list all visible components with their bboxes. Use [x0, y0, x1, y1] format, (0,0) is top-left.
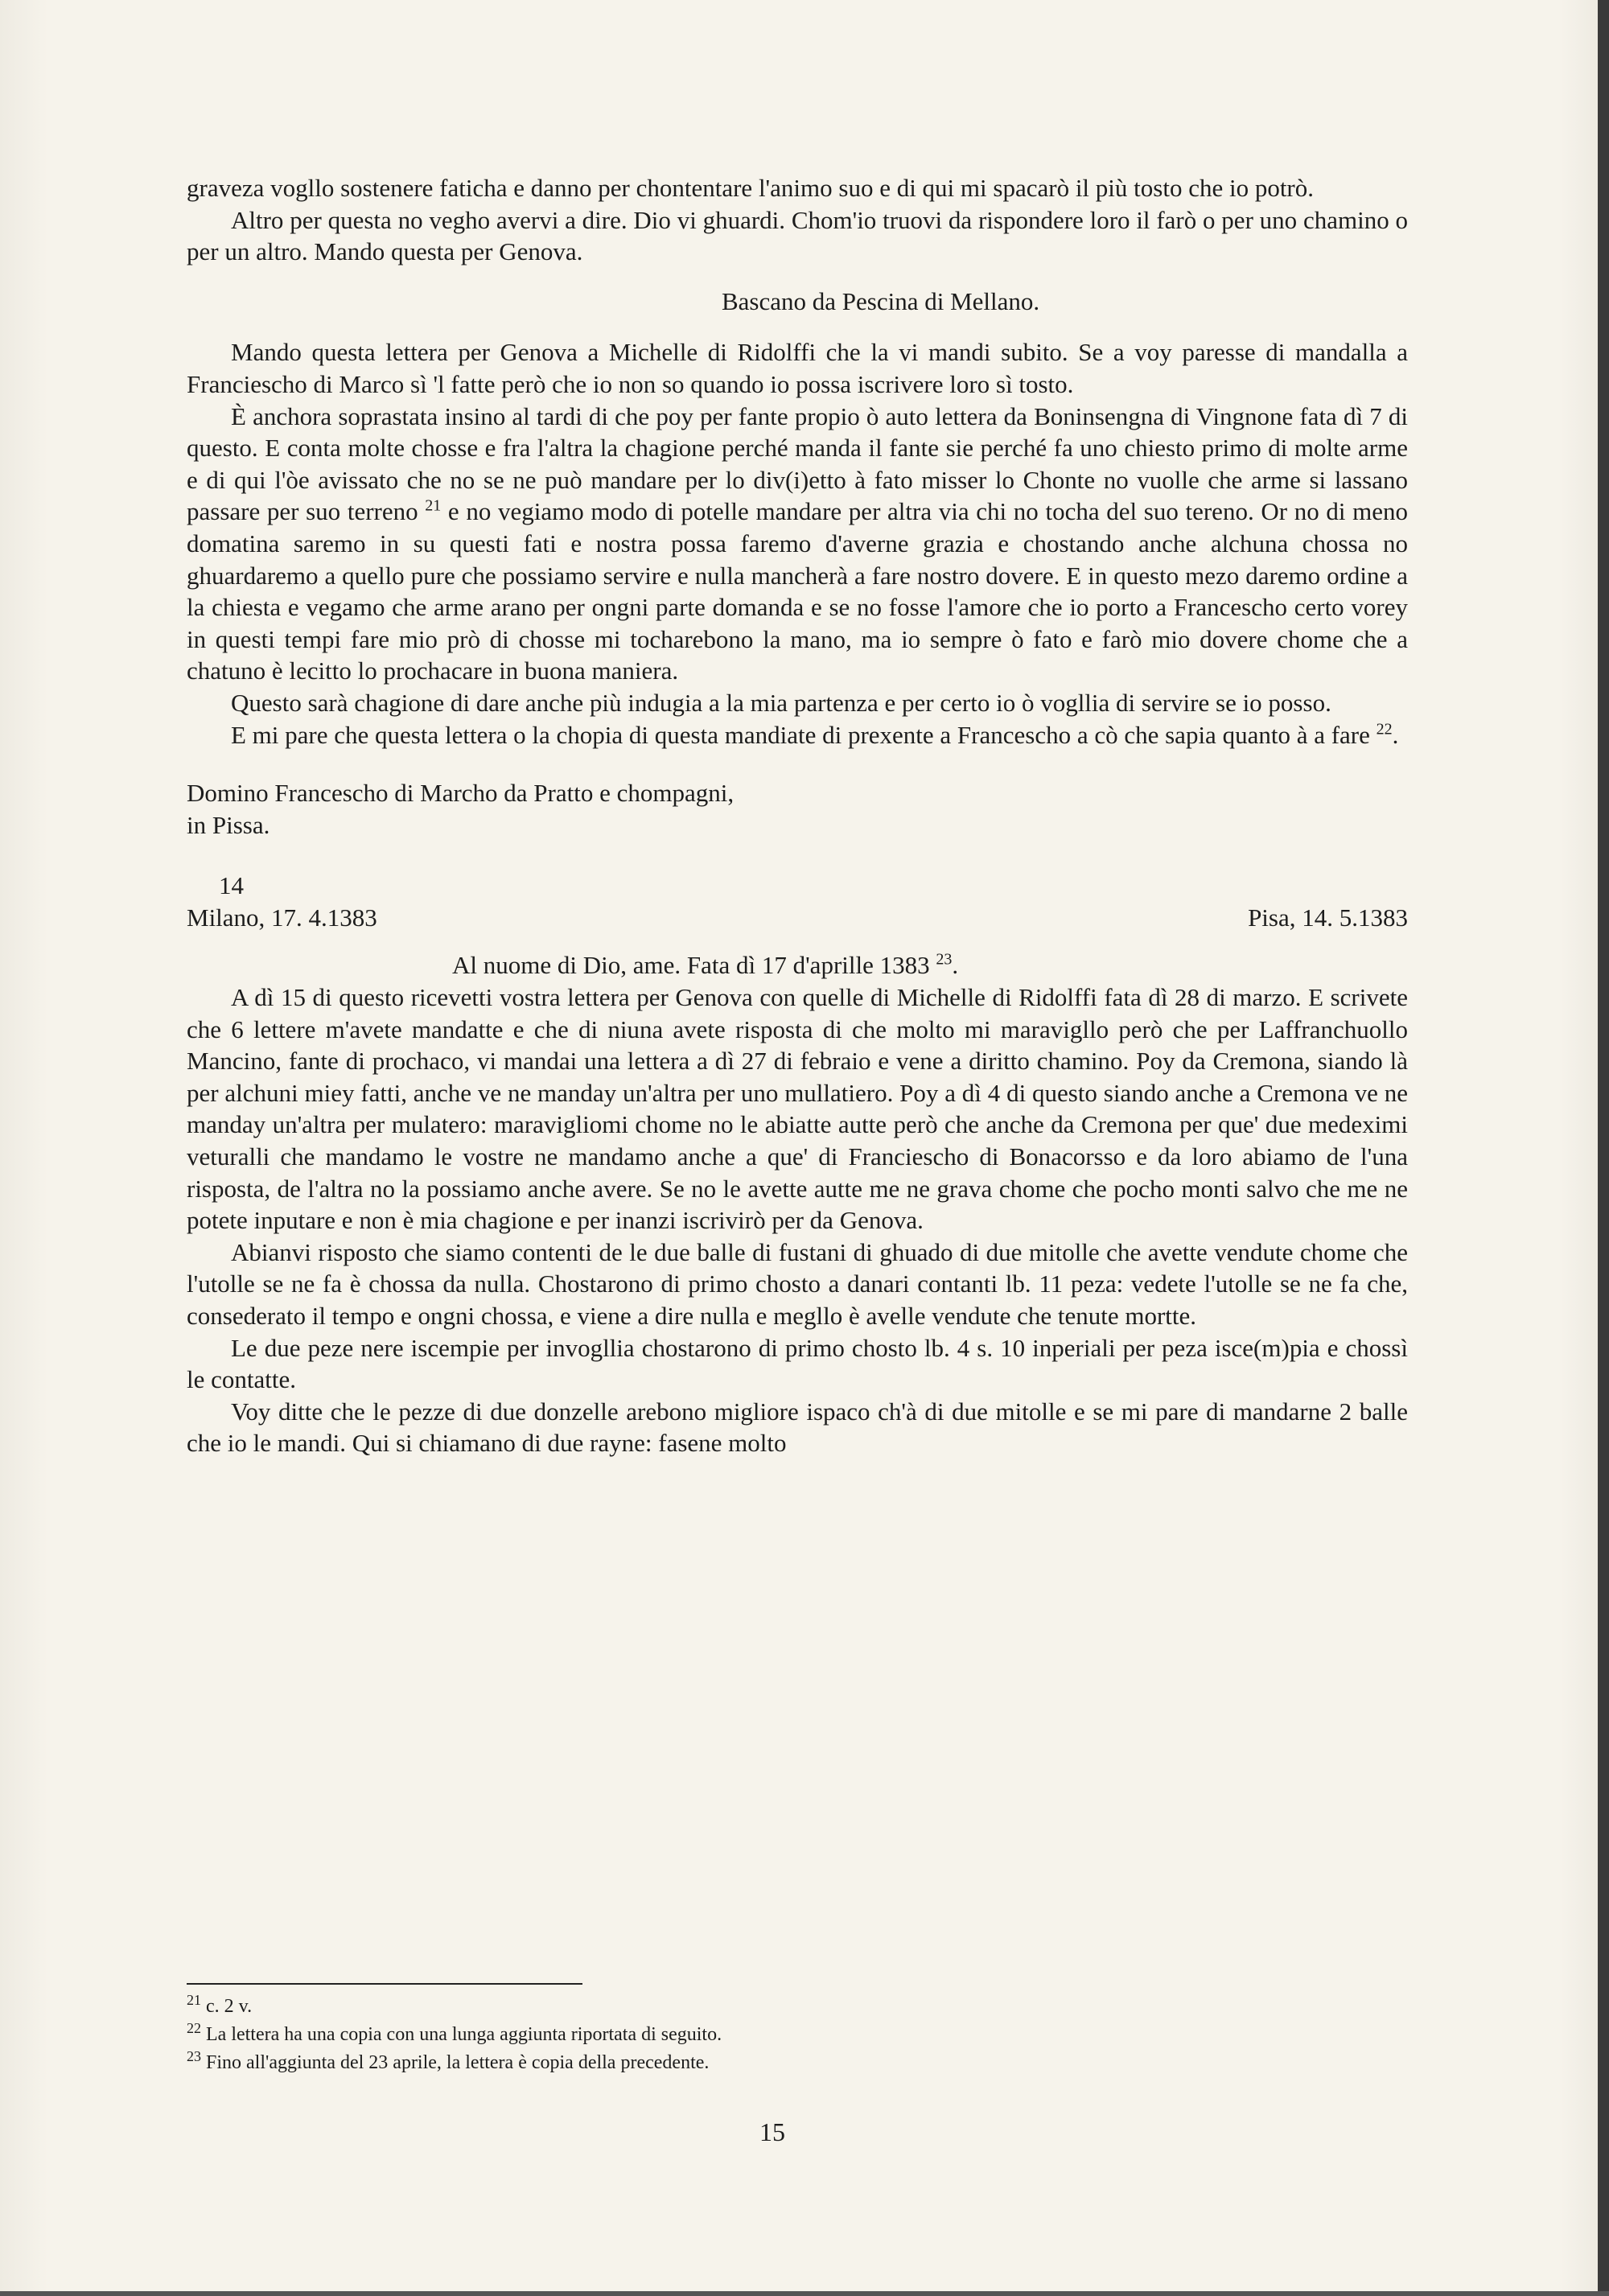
footnote-text: c. 2 v. [206, 1996, 253, 2017]
paragraph: Altro per questa no vegho avervi a dire. Dio vi ghuardi. Chom'io truovi da rispondere loro il farò o per uno chamino o per un altro. Mando questa per Genova. [187, 205, 1408, 266]
opening-text: . [952, 951, 959, 980]
main-text [187, 172, 1408, 1459]
letter-number: 14 [219, 871, 244, 900]
paragraph-text: . [1392, 720, 1399, 749]
paragraph: Mando questa lettera per Genova a Michelle di Ridolffi che la vi mandi subito. Se a voy paresse di mandalla a Franciescho di Marco sì 'l fatte però che io non so quando io possa iscrivere loro sì tosto. [187, 338, 1408, 398]
footnote [187, 2049, 1393, 2077]
date-received: Pisa, 14. 5.1383 [1248, 903, 1408, 932]
paragraph-text: E mi pare che questa lettera o la chopia di questa mandiate di prexente a Francescho a cò che sapia quanto à a fare [231, 720, 1370, 749]
paragraph: A dì 15 di questo ricevetti vostra lettera per Genova con quelle di Michelle di Ridolffi fata dì 28 di marzo. E scrivete che 6 lettere m'avete mandatte e che di niuna avete risposta di che molto mi maravigllo però che per Laffranchuollo Mancino, fante di prochaco, vi mandai una lettera a dì 27 di febraio e vene a diritto chamino. Poy da Cremona, siando là per alchuni miey fatti, anche ve ne manday un'altra per uno mullatiero. Poy a dì 4 di questo siando anche a Cremona ve ne manday un'altra per mulatero: maravigliomi chome no le abiatte autte però che anche da Cremona per que' due medeximi veturalli che mandamo le vostre ne mandamo anche a que' di Franciescho di Bonacorsso e da loro abiamo de l'una risposta, de l'altra no la possiamo anche avere. Se no le avette autte me ne grava chome che pocho monti salvo che me ne potete inputare e non è mia chagione e per inanzi iscrivirò per da Genova. [187, 983, 1408, 1235]
date-sent: Milano, 17. 4.1383 [187, 903, 377, 932]
footnote-ref: 23 [936, 951, 953, 969]
address-line: in Pissa. [187, 810, 270, 839]
footnote-text: Fino all'aggiunta del 23 aprile, la lettera è copia della precedente. [206, 2052, 710, 2073]
footnotes [187, 1993, 1393, 2077]
paragraph-text: e no vegiamo modo di potelle mandare per altra via chi no tocha del suo tereno. Or no di meno domatina saremo in su questi fati e nostra possa faremo d'averne grazia e chostando anche alchuna chossa no ghuardaremo a quello pure che possiamo servire e nulla mancherà a fare nostro dovere. E in questo mezo daremo ordine a la chiesta e vegamo che arme arano per ongni parte domanda e se no fosse l'amore che io porto a Francescho certo vorey in questi tempi fare mio prò di chosse mi tocharebono la mano, ma io sempre ò fato e farò mio dovere chome che a chatuno è lecitto lo prochacare in buona maniera. [187, 497, 1409, 685]
letter-opening [187, 949, 1408, 981]
paragraph-text: È anchora soprastata insino al tardi di che poy per fante propio ò auto lettera da Boninsengna di Vingnone fata dì 7 di questo. E conta molte chosse e fra l'altra la chagione perché manda il fante sie perché fa uno chiesto primo di molte arme e di qui l'òe avissato che no se ne può mandare per lo div(i)etto à fato misser lo Chonte no vuolle che arme si lassano passare per suo terreno [187, 401, 1408, 526]
paragraph: graveza vogllo sostenere faticha e danno per chontentare l'animo suo e di qui mi spacarò il più tosto che io potrò. [187, 174, 1315, 202]
paragraph [187, 719, 1408, 751]
book-edge-right [1598, 0, 1609, 2296]
paragraph: Le due peze nere iscempie per invogllia chostarono di primo chosto lb. 4 s. 10 inperiali per peza isce(m)pia e chossì le contatte. [187, 1333, 1408, 1394]
footnote [187, 2021, 1393, 2049]
signature: Bascano da Pescina di Mellano. [722, 286, 1040, 315]
paragraph [187, 401, 1408, 687]
opening-text: Al nuome di Dio, ame. Fata dì 17 d'aprille 1383 [452, 951, 930, 980]
paragraph: Voy ditte che le pezze di due donzelle arebono migliore ispaco ch'à di due mitolle e se mi pare di mandarne 2 balle che io le mandi. Qui si chiamano di due rayne: fasene molto [187, 1397, 1408, 1458]
book-edge-bottom [0, 2291, 1609, 2296]
footnote-mark: 22 [187, 2020, 201, 2036]
footnote-text: La lettera ha una copia con una lunga aggiunta riportata di seguito. [206, 2024, 722, 2045]
footnote [187, 1993, 1393, 2021]
page-number: 15 [759, 2117, 785, 2146]
footnote-divider [187, 1983, 582, 1985]
footnote-ref: 22 [1376, 720, 1393, 739]
address-line: Domino Francescho di Marcho da Pratto e chompagni, [187, 779, 735, 808]
dateline [187, 902, 1408, 934]
footnote-ref: 21 [425, 497, 442, 516]
paragraph: Questo sarà chagione di dare anche più indugia a la mia partenza e per certo io ò vogllia di servire se io posso. [231, 688, 1331, 717]
footnote-mark: 21 [187, 1992, 201, 2008]
footnote-mark: 23 [187, 2048, 201, 2064]
paragraph: Abianvi risposto che siamo contenti de le due balle di fustani di ghuado di due mitolle che avette vendute chome che l'utolle se ne fa è chossa da nulla. Chostarono di primo chosto a danari contanti lb. 11 peza: vedete l'utolle se ne fa che, consederato il tempo e ongni chossa, e viene a dire nulla e megllo è avelle vendute che tenute mortte. [187, 1237, 1408, 1330]
